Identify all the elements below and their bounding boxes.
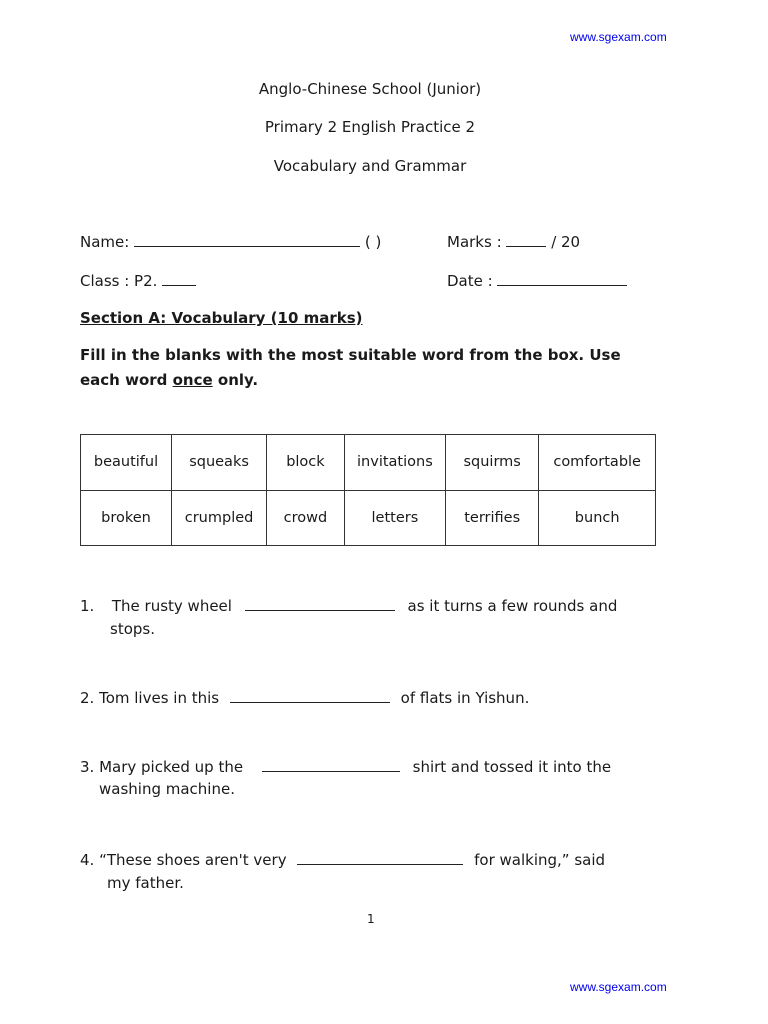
marks-field (447, 232, 580, 251)
word-cell: crumpled (172, 490, 267, 546)
question-number: 3. (80, 758, 95, 776)
question-number: 2. (80, 689, 95, 707)
word-cell: crowd (267, 490, 345, 546)
instruction-line-2 (80, 371, 258, 389)
question-text-after: as it turns a few rounds and (407, 597, 618, 615)
word-cell: letters (344, 490, 445, 546)
answer-blank[interactable] (262, 757, 400, 772)
date-blank (497, 271, 627, 286)
word-cell: squeaks (172, 435, 267, 491)
instruction-line-1: Fill in the blanks with the most suitable word from the box. Use (80, 346, 621, 364)
question-text-before: “These shoes aren't very (99, 851, 287, 869)
marks-label: Marks : (447, 233, 502, 251)
instruction-text-b: only. (212, 371, 259, 389)
word-cell: invitations (344, 435, 445, 491)
question-3 (80, 757, 611, 776)
watermark-top[interactable]: www.sgexam.com (570, 30, 667, 44)
school-name: Anglo-Chinese School (Junior) (258, 80, 482, 98)
answer-blank[interactable] (297, 850, 463, 865)
question-number: 1. (80, 597, 95, 615)
question-text-before: Mary picked up the (99, 758, 244, 776)
instruction-once: once (172, 371, 213, 389)
word-box-row (81, 490, 656, 546)
name-label: Name: (80, 233, 130, 251)
word-cell: comfortable (539, 435, 656, 491)
question-2 (80, 688, 529, 707)
question-text-after: shirt and tossed it into the (412, 758, 612, 776)
paper-subject: Vocabulary and Grammar (273, 157, 467, 175)
marks-blank (506, 232, 546, 247)
name-blank (134, 232, 360, 247)
question-number: 4. (80, 851, 95, 869)
name-field (80, 232, 381, 251)
word-box-row (81, 435, 656, 491)
class-field (80, 271, 196, 290)
question-4-line-2: my father. (107, 874, 184, 892)
question-4 (80, 850, 605, 869)
question-text-after: of flats in Yishun. (400, 689, 530, 707)
question-3-line-2: washing machine. (99, 780, 235, 798)
word-cell: bunch (539, 490, 656, 546)
answer-blank[interactable] (230, 688, 390, 703)
page-number: 1 (367, 912, 375, 926)
section-a-title: Section A: Vocabulary (10 marks) (80, 309, 363, 327)
question-text-before: Tom lives in this (99, 689, 220, 707)
paper-title: Primary 2 English Practice 2 (264, 118, 476, 136)
question-1-line-2: stops. (110, 620, 155, 638)
marks-total: / 20 (551, 233, 581, 251)
word-box (80, 434, 656, 546)
word-cell: block (267, 435, 345, 491)
question-1 (80, 596, 617, 615)
class-label: Class : P2. (80, 272, 158, 290)
date-label: Date : (447, 272, 493, 290)
word-cell: beautiful (81, 435, 172, 491)
instruction-text-a: each word (80, 371, 173, 389)
word-cell: squirms (446, 435, 539, 491)
question-text-after: for walking,” said (474, 851, 606, 869)
class-blank (162, 271, 196, 286)
question-text-before: The rusty wheel (111, 597, 232, 615)
word-cell: terrifies (446, 490, 539, 546)
word-cell: broken (81, 490, 172, 546)
watermark-bottom[interactable]: www.sgexam.com (570, 980, 667, 994)
register-number-parens: ( ) (364, 233, 382, 251)
date-field (447, 271, 627, 290)
answer-blank[interactable] (245, 596, 395, 611)
